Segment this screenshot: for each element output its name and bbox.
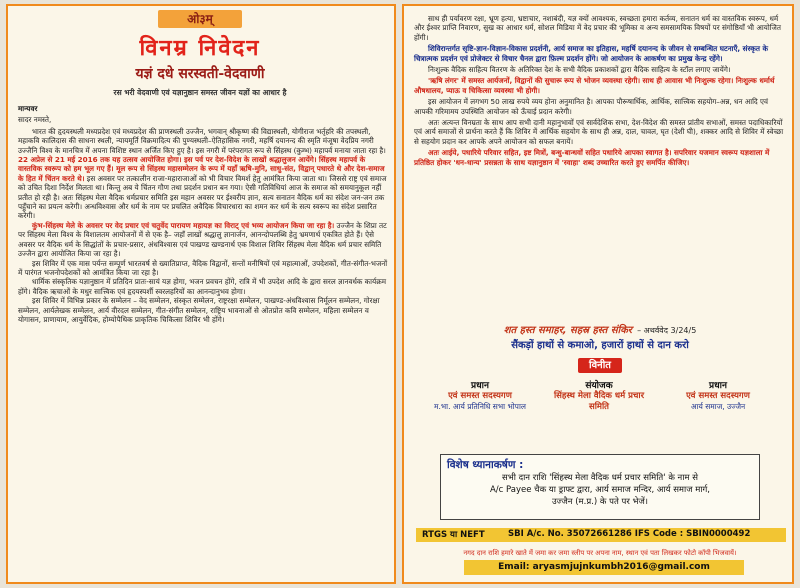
tagline: रस भरी वेदवाणी एवं यज्ञानुष्ठान समस्त जीवन यज्ञों का आधार है [113, 88, 287, 97]
signatory-2-org: सिंहस्थ मेला वैदिक धर्म प्रचार समिति [553, 391, 645, 412]
note-title: विशेष ध्यानाकर्षण : [447, 459, 524, 471]
signatory-3 [662, 378, 774, 412]
quote-reference: – अथर्ववेद 3/24/5 [637, 326, 697, 335]
paragraph-1-highlight-2: सिंहस्थ महापर्व के वास्तविक स्वरूप को हम भूल गए हैं। मूल रूप से सिंहस्थ महासम्मेलन के रूप में यहाँ ऋषि-मुनि, साधु-संत, विद्वान् पधारते थे और देश-समाज के हित में चिंतन करते थे। [18, 155, 385, 183]
signatory-1-org: एवं समस्त सदस्यगण [448, 391, 512, 401]
signatory-2 [543, 378, 655, 413]
signatory-1-place: म.भा. आर्य प्रतिनिधि सभा भोपाल [434, 402, 526, 411]
contact-email: Email: aryasmjujnkumbh2016@gmail.com [464, 560, 744, 575]
right-paragraph-1: साथ ही पर्यावरण रक्षा, भ्रूण हत्या, भ्रष्टाचार, नशाबंदी, यज्ञ क्यों आवश्यक, स्वच्छता हमारा कर्तव्य, सनातन धर्म का वास्तविक स्वरूप, धर्म और ईश्वर प्राप्ति निवारण, सुख का आधार धर्म, सोशल मिडिया में वेद प्रचार की भूमिका व अन्य समसामयिक विषयों पर संगोष्ठियाँ भी आयोजित होंगी। [414, 14, 781, 42]
right-page [402, 4, 794, 584]
page-title: विनम्र निवेदन [139, 35, 261, 61]
bank-account-details: SBI A/c. No. 35072661286 IFS Code : SBIN0000492 [508, 529, 751, 539]
signatory-3-role: प्रधान [709, 381, 727, 391]
right-body [414, 14, 786, 167]
right-paragraph-7: अतः आईये, पधारिये परिवार सहित, इष्ट मित्रों, बन्धु-बान्धवों सहित पधारिये आपका स्वागत है। सपरिवार यजमान स्वरूप यज्ञशाला में प्रतिष्ठित होकर 'धन-धान्य' प्रसन्नता के साथ यज्ञानुष्ठान में 'स्वाहा' शब्द उच्चारित करते हुए समर्पित कीजिए। [414, 148, 770, 167]
greeting: सादर नमस्ते, [18, 115, 52, 125]
cash-donation-note: नगद दान राशि हमारे खाते में जमा कर जमा स्लीप पर अपना नाम, स्थान एवं पता लिखकर फोटो कॉपी भिजवायें। [463, 549, 737, 557]
paragraph-2-text: उज्जैन के शिप्रा तट पर सिंहस्थ मेला विश्व के विशालतम आयोजनों में से एक है– जहाँ लाखों श्रद्धालु ज्ञानार्जन, आनन्दोपलब्धि हेतु भ्रमणार्थ एकत्रित होते हैं। ऐसे अवसर पर वैदिक धर्म के सिद्धांतों के प्रचार-प्रसार, अंधविश्वास एवं पाखण्ड खण्डनार्थ एक विशाल शिविर सिंहस्थ मेला वैदिक धर्म प्रचार समिति उज्जैन द्वारा आयोजित किया जा रहा है। [18, 220, 387, 259]
page-subtitle: यज्ञं दधे सरस्वती-वेदवाणी [135, 66, 265, 82]
signatory-3-place: आर्य समाज, उज्जैन [690, 402, 746, 411]
right-paragraph-2: शिविरान्तर्गत सृष्टि-ज्ञान-विज्ञान-विकास प्रदर्शनी, आर्य समाज का इतिहास, महर्षि दयानन्द के जीवन से सम्बन्धित घटनाएँ, संस्कृत के चित्रात्मक प्रदर्शन एवं प्रोजेक्टर से विचार चैनल द्वारा फ़िल्म प्रदर्शन होंगे। जो आयोजन के आकर्षण का प्रमुख केन्द्र रहेंगे। [414, 44, 768, 63]
vinit-badge: विनीत [578, 358, 622, 373]
quote-line-2: सैंकड़ों हाथों से कमाओ, हजारों हाथों से दान करो [511, 340, 689, 351]
right-paragraph-5: इस आयोजन में लगभग 50 लाख रुपये व्यय होना अनुमानित है। आपका पौरूषार्थिक, आर्थिक, सात्त्विक सहयोग–अन्न, धन आदि एवं आपकी गरिमामय उपस्थिति आयोजन को ऊँचाई प्रदान करेगी। [414, 97, 769, 116]
special-attention-box [440, 454, 760, 520]
vedic-quote [414, 318, 786, 351]
om-badge: ओ३म् [158, 10, 242, 28]
paragraph-1-highlight-1: 22 अप्रेल से 21 मई 2016 तक यह उत्सव आयोजित होगा। इस पर्व पर देश-विदेश के लाखों श्रद्धालुजन आयेंगे। [18, 155, 317, 165]
paragraph-2-highlight: कुंभ-सिंहस्थ मेले के अवसर पर वेद प्रचार एवं चतुर्वेद पारायण महायज्ञ का विराट् एवं भव्य आयोजन किया जा रहा है। [32, 220, 335, 230]
paragraph-1-continued: इस अवसर पर तत्कालीन राजा-महाराजाओं को भी विचार विमर्श हेतु आमंत्रित किया जाता था। जिससे राष्ट्र एवं समाज को उचित दिशा निर्देश मिलता था। किन्तु अब ये चिंतन गौण तथा प्रदर्शन प्रधान बन गया। ऐसी गतिविधियां आज के समाज को समयानुकूल नहीं प्रतीत हो रही है। अतः सिंहस्थ मेला वैदिक धर्मप्रचार समिति इस महान अवसर पर ईश्वरीय ज्ञान, सत्य सनातन वैदिक धर्म का संदेश जन-जन तक पहुँचाने का प्रयत्न करेगी। अन्धविश्वास और धर्म के नाम पर प्रचलित अवैदिक विचारधारा का शमन कर धर्म के सत्य स्वरूप का संदेश प्रसारित करेगी। [18, 173, 387, 221]
paragraph-4: धार्मिक संस्कृतिक यज्ञानुष्ठान में प्रतिदिन प्रातः-सायं यज्ञ होगा, भजन प्रवचन होंगे, रात्रि में भी उपदेश आदि के द्वारा सरल ज्ञानवर्धक कार्यक्रम होंगे। वैदिक ऋचाओं के मधुर सात्त्विक एवं हृदयस्पर्शी स्वरलहरियों का आनन्दानुभव होगा। [18, 277, 387, 296]
quote-line-1: शत हस्त समाहर, सहस्र हस्त संकिर [503, 325, 632, 336]
right-paragraph-4: 'ऋषि लंगर' में समस्त आर्यजनों, विद्वानों की सुचारू रूप से भोजन व्यवस्था रहेगी। साथ ही आवास भी निःशुल्क रहेगा। निःशुल्क धर्मार्थ औषधालय, प्याऊ व चिकित्सा व्यवस्था भी होगी। [414, 76, 775, 95]
letter-body [18, 104, 388, 324]
signatory-2-role: संयोजक [585, 381, 613, 391]
bank-label: RTGS या NEFT [422, 530, 485, 540]
note-line-1: सभी दान राशि 'सिंहस्थ मेला वैदिक धर्म प्रचार समिति' के नाम से [501, 473, 699, 483]
note-line-2: A/c Payee चैक या ड्राफ्ट द्वारा, आर्य समाज मन्दिर, आर्य समाज मार्ग, [489, 485, 711, 495]
paragraph-2 [18, 221, 388, 259]
signatory-1-role: प्रधान [471, 381, 489, 391]
signatory-3-org: एवं समस्त सदस्यगण [686, 391, 750, 401]
note-line-3: उज्जैन (म.प्र.) के पते पर भेजें। [551, 497, 649, 507]
signatory-1 [424, 378, 536, 412]
paragraph-1 [18, 127, 388, 221]
right-paragraph-6: अतः अत्यन्त विनम्रता के साथ आप सभी दानी महानुभावों एवं सार्वदेशिक सभा, देश-विदेश की समस्त प्रांतीय सभाओं, समस्त पदाधिकारियों एवं आर्य समाजों से प्रार्थना करते हैं कि शिविर में आर्थिक सहयोग के साथ ही अन्न, दाल, चावल, घृत (देशी घी), शक्कर आदि से शिविर में स्वेच्छा से सहयोग प्रदान कर आपके अपने आयोजन को सफल बनायें। [414, 118, 784, 146]
salutation: मान्यवर [18, 104, 38, 113]
paragraph-1-text: भारत की हृदयस्थली मध्यप्रदेश एवं मध्यप्रदेश की प्राणस्थली उज्जैन, भगवान् श्रीकृष्ण की विद्यास्थली, योगीराज भर्तृहरि की तपस्थली, महाकवि कालिदास की साधना स्थली, न्यायमूर्ति विक्रमादित्य की पुण्यस्थली–ऐतिहासिक नगरी, महर्षि दयानन्द की स्मृति मंजूषा वेदप्रिय नगरी उज्जैनि विश्व के मानचित्र में अपना विशिष्ट स्थान अर्जित किए हुए है। इस नगरी में परंपरागत रूप से सिंहस्थ (कुम्भ) महापर्व मनाया जाता रहा है। [18, 126, 386, 155]
paragraph-3: इस शिविर में एक मास पर्यन्त सम्पूर्ण भारतवर्ष से ख्यातिप्राप्त, वैदिक विद्वानों, सन्तों मनीषियों एवं महात्माओं, उपदेशकों, गीत-संगीत-भजनों में पारंगत भजनोपदेशकों को आमंत्रित किया जा रहा है। [18, 258, 388, 277]
right-paragraph-3: निःशुल्क वैदिक साहित्य वितरण के अतिरिक्त देश के सभी वैदिक प्रकाशकों द्वारा वैदिक साहित्य के स्टॉल लगाए जायेंगे। [428, 65, 731, 75]
paragraph-5: इस शिविर में विभिन्न प्रकार के सम्मेलन – वेद सम्मेलन, संस्कृत सम्मेलन, राष्ट्ररक्षा सम्मेलन, पाखण्ड-अंधविश्वास निर्मूलन सम्मेलन, गोरक्षा सम्मेलन, आर्यलेखक सम्मेलन, आर्य वीरदल सम्मेलन, गीत-संगीत सम्मेलन, राष्ट्रिय भावनाओं से ओतप्रोत कवि सम्मेलन, महिला सम्मेलन व योगासन, प्राणायाम, आयुर्वेदिक, होम्योपैथिक प्राकृतिक चिकित्सा शिविर भी होंगे। [18, 296, 380, 324]
bank-details-bar [416, 528, 786, 542]
left-page [6, 4, 396, 584]
